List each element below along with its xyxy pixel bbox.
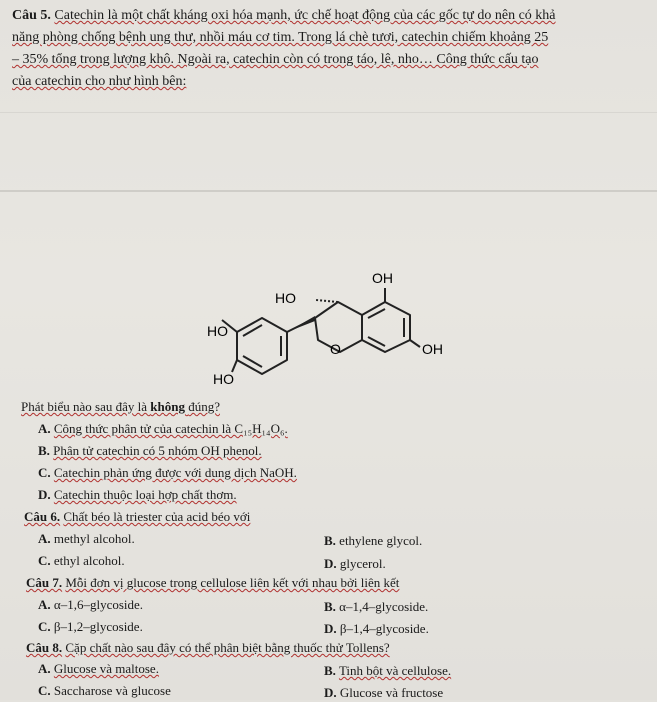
q8-option-a: A. Glucose và maltose. bbox=[38, 661, 159, 676]
q5-option-b: B. Phân tử catechin có 5 nhóm OH phenol. bbox=[38, 443, 262, 458]
q5-line-3: – 35% tổng trong lượng khô. Ngoài ra, catechin còn có trong táo, lê, nho… Công thức cấu tạo bbox=[12, 52, 539, 67]
q8-title: Câu 8. bbox=[26, 640, 63, 655]
q5-title: Câu 5. bbox=[12, 8, 51, 23]
q6-option-b: B. ethylene glycol. bbox=[324, 533, 423, 548]
label-o-ring: O bbox=[330, 341, 341, 357]
q6-option-c: C. ethyl alcohol. bbox=[38, 553, 125, 568]
q6-title: Câu 6. bbox=[24, 509, 61, 524]
q5-line-1: Câu 5. Catechin là một chất kháng oxi hóa mạnh, ức chế hoạt động của các gốc tự do nên có khả bbox=[12, 8, 556, 23]
q5-line-2: năng phòng chống bệnh ung thư, nhồi máu cơ tim. Trong lá chè tươi, catechin chiếm khoảng 25 bbox=[12, 30, 549, 45]
q5-option-a: A. Công thức phân tử của catechin là C₁₅H₁₄O₆. bbox=[38, 421, 288, 436]
q5-prompt: Phát biểu nào sau đây là không đúng? bbox=[21, 399, 220, 414]
label-oh-right: OH bbox=[422, 341, 443, 357]
label-oh-top: OH bbox=[372, 270, 393, 286]
q7-title: Câu 7. bbox=[26, 575, 63, 590]
q6-stem: Câu 6. Chất béo là triester của acid béo với bbox=[24, 509, 251, 524]
q8-stem: Câu 8. Cặp chất nào sau đây có thể phân biệt bằng thuốc thử Tollens? bbox=[26, 640, 390, 655]
q5-option-d: D. Catechin thuộc loại hợp chất thơm. bbox=[38, 487, 237, 502]
q7-option-a: A. α–1,6–glycoside. bbox=[38, 597, 144, 612]
q7-option-c: C. β–1,2–glycoside. bbox=[38, 619, 143, 634]
label-ho-left: HO bbox=[207, 323, 228, 339]
label-ho-bottom: HO bbox=[213, 371, 234, 387]
q5-line-4: của catechin cho như hình bên: bbox=[12, 74, 187, 89]
label-ho-wedge: HO bbox=[275, 290, 296, 306]
q7-option-b: B. α–1,4–glycoside. bbox=[324, 599, 429, 614]
q6-option-d: D. glycerol. bbox=[324, 556, 386, 571]
q5-option-c: C. Catechin phản ứng được với dung dịch NaOH. bbox=[38, 465, 297, 480]
q7-stem: Câu 7. Mỗi đơn vị glucose trong cellulose liên kết với nhau bởi liên kết bbox=[26, 575, 400, 590]
q7-option-d: D. β–1,4–glycoside. bbox=[324, 621, 429, 636]
q8-option-b: B. Tinh bột và cellulose. bbox=[324, 663, 452, 678]
q8-option-d: D. Glucose và fructose bbox=[324, 685, 444, 700]
q8-option-c: C. Saccharose và glucose bbox=[38, 683, 171, 698]
q6-option-a: A. methyl alcohol. bbox=[38, 531, 135, 546]
